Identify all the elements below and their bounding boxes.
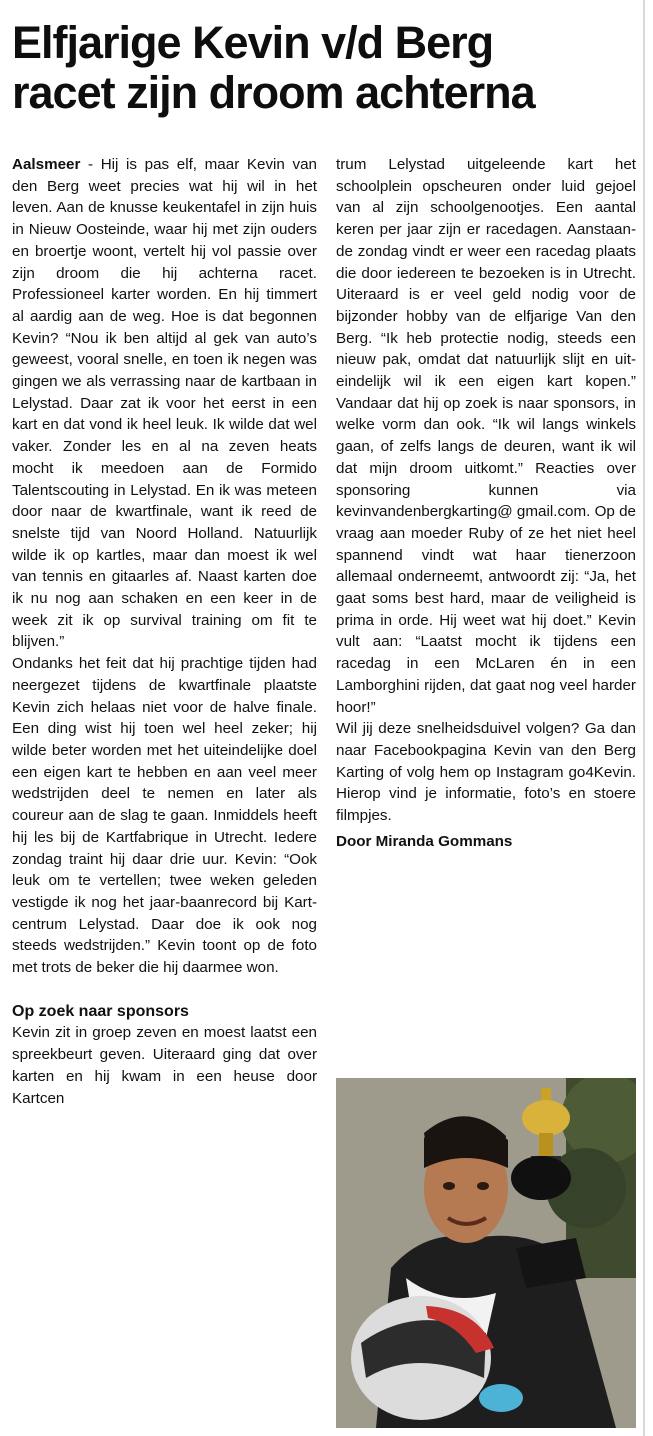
photo-illustration bbox=[336, 1078, 636, 1428]
article-paragraph: Kevin zit in groep zeven en moest laatst een spreekbeurt geven. Uiteraard ging dat over karten en hij kwam in een heuse door Kartcen bbox=[12, 1024, 317, 1107]
headline-line-2: racet zijn droom achterna bbox=[12, 67, 535, 118]
article-column-right bbox=[336, 154, 636, 853]
headline bbox=[12, 18, 642, 118]
clipping-edge bbox=[643, 0, 645, 1436]
article-paragraph bbox=[12, 154, 317, 653]
dateline: Aalsmeer bbox=[12, 156, 81, 173]
headline-line-1: Elfjarige Kevin v/d Berg bbox=[12, 17, 494, 68]
paragraph-text: - Hij is pas elf, maar Kevin van den Berg weet precies wat hij wil in het leven. Aan de knusse keukentafel in zijn huis in Nieuw Oosteinde, waar hij met zijn ouders en broertje woont, vertelt hij vol passie over zijn droom die hij achterna racet. Professioneel karter worden. En hij timmert al aardig aan de weg. Hoe is dat begonnen Kevin? “Nou ik ben altijd al gek van auto’s geweest, vooral snelle, en toen ik negen was gingen we als verrassing naar de kartbaan in Lelystad. Daar zat ik voor het eerst in een kart en dat vond ik heel leuk. Ik wilde dat wel vaker. Zonder les en al na zeven heats mocht ik meedoen aan de Formido Talentscouting in Lelystad. En ik was meteen door naar de kwartfinale, want ik reed de snelste tijd van Noord Holland. Natuurlijk wilde ik op kartles, maar dan moest ik wel van tennis en gitaarles af. Naast karten doe ik nu nog aan schaken en een keer in de week zit ik op survival training om fit te blijven.” bbox=[12, 156, 317, 651]
subheading: Op zoek naar sponsors bbox=[12, 1002, 189, 1020]
kid-face bbox=[424, 1116, 508, 1243]
byline: Door Miranda Gommans bbox=[336, 832, 513, 850]
article-paragraph: Wil jij deze snelheidsduivel volgen? Ga dan naar Facebookpagina Kevin van den Berg Karting of volg hem op Instagram go4Kevin. Hierop vind je informatie, foto’s en stoere filmpjes. bbox=[336, 720, 636, 825]
article-column-left bbox=[12, 154, 317, 1109]
article-photo bbox=[336, 1078, 636, 1428]
article-paragraph: Ondanks het feit dat hij prachtige tijden had neergezet tijdens de kwartfinale plaatste Kevin zich helaas niet voor de halve finale. Een ding wist hij toen wel heel zeker; hij wilde beter worden met het uiteindelijke doel een eigen kart te hebben en aan veel meer wedstrijden deel te nemen en later als coureur aan de slag te gaan. Inmiddels heeft hij les bij de Kartfabrique in Utrecht. Iedere zondag traint hij daar drie uur. Kevin: “Ook leuk om te vertellen; twee weken geleden vestigde ik nog het jaar-baanrecord bij Kartcentrum Lelystad. Daar doe ik ook nog steeds wedstrijden.” Kevin toont op de foto met trots de beker die hij daarmee won. bbox=[12, 655, 317, 977]
article-paragraph: trum Lelystad uitgeleende kart het schoolplein opscheuren onder luid gejoel van al zijn schoolgenootjes. Een aantal keren per jaar zijn er racedagen. Aanstaande zondag vindt er weer een racedag plaats die door iedereen te bezoeken is in Utrecht. Uiteraard is er veel geld nodig voor de bijzonder hobby van de elfjarige Van den Berg. “Ik heb protectie nodig, steeds een nieuw pak, omdat dat natuurlijk slijt en uiteindelijk wil ik een eigen kart kopen.” Vandaar dat hij op zoek is naar sponsors, in welke vorm dan ook. “Ik wil langs winkels gaan, of zelfs langs de deuren, want ik wil dat mijn droom uitkomt.” Reacties over sponsoring kunnen via kevinvandenbergkarting@ gmail.com. Op de vraag aan moeder Ruby of ze het niet heel spannend vindt wat haar tienerzoon allemaal onderneemt, antwoordt zij: “Ja, het gaat soms best hard, maar de veiligheid is prima in orde. Hij weet wat hij doet.” Kevin vult aan: “Laatst mocht ik tijdens een racedag in een McLaren én in een Lamborghini rijden, dat gaat nog veel harder hoor!” bbox=[336, 156, 636, 716]
